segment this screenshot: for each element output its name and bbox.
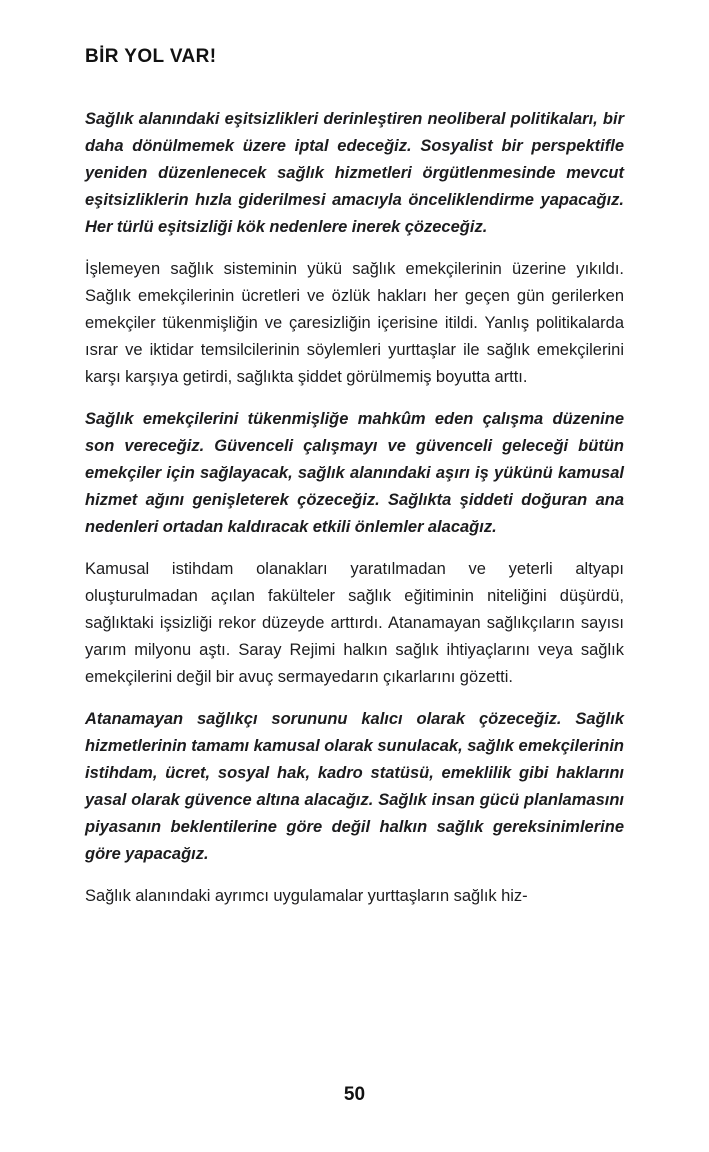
paragraph-1: Sağlık alanındaki eşitsizlikleri derinleştiren neoliberal politikaları, bir daha dönülmemek üzere iptal edeceğiz. Sosyalist bir perspektifle yeniden düzenlenecek sağlık hizmetleri örgütlenmesinde mevcut eşitsizliklerin hızla giderilmesi amacıyla önceliklendirme yapacağız. Her türlü eşitsizliği kök nedenlere inerek çözeceğiz.	[85, 110, 624, 236]
paragraph-4: Kamusal istihdam olanakları yaratılmadan ve yeterli altyapı oluşturulmadan açılan fakülteler sağlık eğitiminin niteliğini düşürdü, sağlıktaki işsizliği rekor düzeyde arttırdı. Atanamayan sağlıkçıların sayısı yarım milyonu aştı. Saray Rejimi halkın sağlık ihtiyaçlarını veya sağlık emekçilerini değil bir avuç sermayedarın çıkarlarını gözetti.	[85, 560, 624, 686]
paragraph-6: Sağlık alanındaki ayrımcı uygulamalar yurttaşların sağlık hiz-	[85, 887, 528, 905]
paragraph-2: İşlemeyen sağlık sisteminin yükü sağlık emekçilerinin üzerine yıkıldı. Sağlık emekçilerinin ücretleri ve özlük hakları her geçen gün gerilerken emekçiler tükenmişliğin ve çaresizliğin içerisine itildi. Yanlış politikalarda ısrar ve iktidar temsilcilerinin söylemleri yurttaşlar ile sağlık emekçilerini karşı karşıya getirdi, sağlıkta şiddet görülmemiş boyutta arttı.	[85, 260, 624, 386]
page-number: 50	[343, 1084, 366, 1105]
paragraph-3: Sağlık emekçilerini tükenmişliğe mahkûm eden çalışma düzenine son vereceğiz. Güvenceli çalışmayı ve güvenceli geleceği bütün emekçiler için sağlayacak, sağlık alanındaki aşırı iş yükünü kamusal hizmet ağını genişleterek çözeceğiz. Sağlıkta şiddeti doğuran ana nedenleri ortadan kaldıracak etkili önlemler alacağız.	[85, 410, 624, 536]
paragraph-5: Atanamayan sağlıkçı sorununu kalıcı olarak çözeceğiz. Sağlık hizmetlerinin tamamı kamusal olarak sunulacak, sağlık emekçilerinin istihdam, ücret, sosyal hak, kadro statüsü, emeklilik gibi haklarını yasal olarak güvence altına alacağız. Sağlık insan gücü planlamasını piyasanın beklentilerine göre değil halkın sağlık gereksinimlerine göre yapacağız.	[85, 710, 624, 863]
page-title: BİR YOL VAR!	[85, 46, 217, 67]
